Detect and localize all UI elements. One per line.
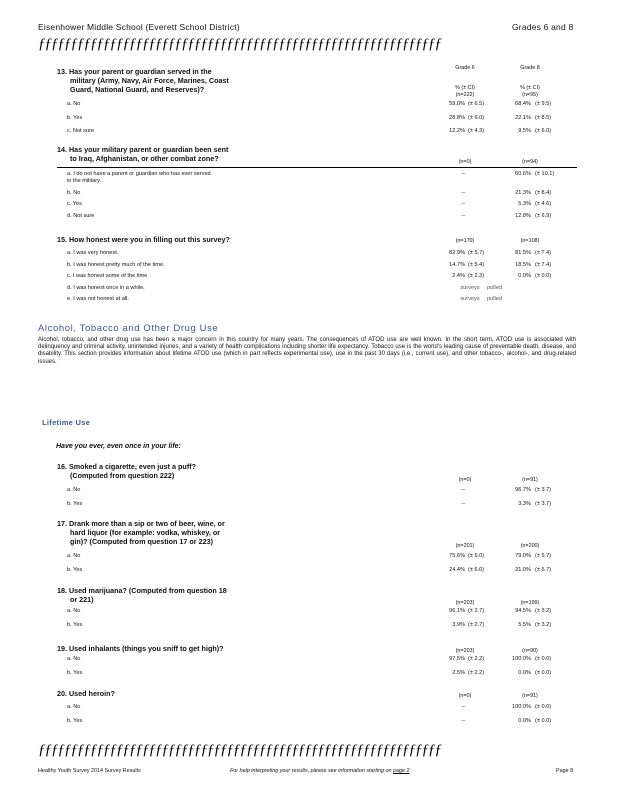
q14-value-grade6: -- [461, 212, 465, 219]
q13-ci-grade8: (± 8.5) [535, 114, 552, 121]
q17-title-line: hard liquor (for example: vodka, whiskey, or [70, 527, 221, 537]
q15-ci-grade8: (± 7.4) [535, 250, 552, 256]
q18-ci-grade6: (± 2.7) [468, 621, 485, 628]
q16-n-grade8: (n=91) [522, 477, 538, 483]
q13-title-line: Guard, National Guard, and Reserves)? [70, 84, 205, 94]
q20-ci-grade8: (± 0.0) [535, 704, 552, 710]
q15-ci-grade6: pulled [487, 284, 502, 291]
q13-value-grade8: 68.4% [515, 101, 531, 107]
q17-value-grade8: 21.0% [515, 566, 531, 573]
q15-value-grade6: surveys [460, 296, 480, 302]
q17-value-grade6: 24.4% [449, 566, 465, 573]
q14-value-grade8: 60.6% [515, 171, 531, 177]
q14-ci-grade8: (± 4.6) [535, 201, 552, 207]
q18-n-grade6: (n=203) [455, 600, 475, 606]
q18-option-label: a. No [67, 608, 81, 614]
q18-ci-grade8: (± 3.2) [535, 608, 552, 614]
q19-value-grade8: 100.0% [512, 656, 531, 662]
q20-n-grade6: (n=0) [458, 693, 472, 699]
q17-n-grade8: (n=200) [520, 543, 540, 549]
q15-option-label: d. I was honest once in a while. [67, 284, 145, 291]
footer-help-prefix: For help interpreting your results, please see information starting on [230, 768, 392, 774]
report-grades-label: Grades 6 and 8 [512, 22, 574, 32]
q14-value-grade6: -- [461, 171, 465, 177]
q17-option-label: a. No [67, 553, 81, 559]
q15-option-label: e. I was not honest at all. [67, 296, 129, 302]
q18-value-grade6: 96.1% [449, 608, 465, 614]
q16-ci-grade8: (± 3.7) [535, 500, 552, 507]
decorative-rule-bottom: ƒƒƒƒƒƒƒƒƒƒƒƒƒƒƒƒƒƒƒƒƒƒƒƒƒƒƒƒƒƒƒƒƒƒƒƒƒƒƒƒƒƒƒƒƒƒƒƒƒƒƒƒƒƒƒƒƒƒƒƒƒƒ [38, 742, 441, 758]
q17-option-label: b. Yes [67, 566, 83, 573]
q15-value-grade8: 0.0% [518, 273, 531, 279]
q19-ci-grade8: (± 0.0) [535, 656, 552, 662]
q18-value-grade8: 5.5% [518, 621, 531, 628]
q15-ci-grade6: (± 5.7) [468, 250, 485, 256]
q17-value-grade6: 75.6% [449, 553, 465, 559]
q16-n-grade6: (n=0) [458, 477, 472, 483]
q14-value-grade8: 12.8% [515, 212, 531, 219]
q20-option-label: a. No [67, 704, 81, 710]
q16-value-grade6: -- [461, 487, 465, 493]
q13-ci-grade6: (± 4.3) [468, 128, 485, 134]
q20-value-grade8: 100.0% [512, 704, 531, 710]
q14-option-label: d. Not sure [67, 212, 95, 219]
q13-ci-grade6: (± 6.0) [468, 114, 485, 121]
subsection-title: Lifetime Use [42, 418, 91, 427]
q14-n-grade8: (n=94) [522, 159, 538, 165]
q14-value-grade8: 21.3% [515, 189, 531, 196]
q18-title-line: 18. Used marijuana? (Computed from question 18 [57, 586, 227, 595]
q20-option-label: b. Yes [67, 717, 83, 724]
q15-ci-grade6: pulled [487, 296, 502, 302]
q14-title-line: 14. Has your military parent or guardian been sent [57, 145, 229, 154]
q15-value-grade6: 82.9% [449, 250, 465, 256]
q15-option-label: b. I was honest pretty much of the time. [67, 261, 165, 268]
column-header-grade8: Grade 8 [520, 65, 540, 71]
q16-value-grade8: 96.7% [515, 487, 531, 493]
q19-value-grade6: 97.5% [449, 656, 465, 662]
q17-n-grade6: (n=201) [455, 543, 475, 549]
q20-n-grade8: (n=91) [522, 693, 538, 699]
q14-title-line: to Iraq, Afghanistan, or other combat zone? [70, 153, 219, 163]
q13-ci-grade8: (± 9.5) [535, 101, 552, 107]
decorative-rule-top: ƒƒƒƒƒƒƒƒƒƒƒƒƒƒƒƒƒƒƒƒƒƒƒƒƒƒƒƒƒƒƒƒƒƒƒƒƒƒƒƒƒƒƒƒƒƒƒƒƒƒƒƒƒƒƒƒƒƒƒƒƒƒ [38, 36, 441, 52]
q18-ci-grade6: (± 2.7) [468, 608, 485, 614]
q13-title-line: military (Army, Navy, Air Force, Marines, Coast [70, 75, 229, 85]
report-school-title: Eisenhower Middle School (Everett School District) [38, 22, 240, 32]
q14-ci-grade8: (± 8.4) [535, 189, 552, 196]
q14-ci-grade8: (± 6.9) [535, 212, 552, 219]
section-intro: Alcohol, tobacco, and other drug use has been a major concern in this country for many years. The consequences of ATOD use are well known. In the short term, ATOD use is associated with delinquency and criminal activity, unintended injuries, and a variety of health complications including shorter life expectancy. Tobacco use is the world's leading cause of preventable death, disease, and disability. This section provides information about lifetime ATOD use (which in part reflects experimental use), use in the past 30 days (i.e., current use), and other tobacco-, alcohol-, and drug-related issues. [38, 337, 576, 365]
q18-value-grade6: 3.9% [452, 621, 465, 628]
q15-option-label: c. I was honest some of the time [67, 273, 148, 279]
q14-divider [57, 167, 577, 168]
q13-option-label: b. Yes [67, 114, 83, 121]
q15-value-grade8: 81.5% [515, 250, 531, 256]
q14-option-label: a. I do not have a parent or guardian who has ever served [67, 171, 211, 177]
q17-ci-grade6: (± 6.0) [468, 553, 485, 559]
q17-title-line: gin)? (Computed from question 17 or 223) [70, 536, 213, 546]
q14-option-label-cont: in the military. [67, 178, 102, 184]
q13-value-grade6: 59.0% [449, 101, 465, 107]
column-ci-grade6: % (± CI) [455, 85, 475, 91]
q15-value-grade6: 14.7% [449, 261, 465, 268]
q13-option-label: a. No [67, 101, 81, 107]
q17-ci-grade8: (± 5.7) [535, 566, 552, 573]
q20-value-grade6: -- [461, 704, 465, 710]
q16-title-line: 16. Smoked a cigarette, even just a puff? [57, 462, 197, 471]
q16-value-grade6: -- [461, 500, 465, 507]
footer-page-link[interactable]: page 2 [393, 768, 410, 774]
q13-value-grade6: 28.8% [449, 114, 465, 121]
q19-option-label: b. Yes [67, 669, 83, 676]
q14-ci-grade8: (± 10.1) [535, 171, 555, 177]
q18-title-line: or 221) [70, 594, 94, 604]
column-ci-grade8: % (± CI) [520, 85, 540, 91]
q19-title-line: 19. Used inhalants (things you sniff to get high)? [57, 644, 224, 653]
column-header-grade6: Grade 6 [455, 65, 475, 71]
q19-ci-grade6: (± 2.2) [468, 669, 485, 676]
q15-ci-grade8: (± 7.4) [535, 261, 552, 268]
q17-title-line: 17. Drank more than a sip or two of beer, wine, or [57, 519, 225, 528]
q20-title-line: 20. Used heroin? [57, 689, 115, 698]
q14-value-grade6: -- [461, 201, 465, 207]
q13-ci-grade6: (± 6.5) [468, 101, 485, 107]
footer-page-number: Page 8 [556, 768, 574, 774]
q14-option-label: c. Yes [67, 201, 82, 207]
q13-n-grade6: (n=222) [455, 92, 475, 98]
q20-ci-grade8: (± 0.0) [535, 717, 552, 724]
q13-ci-grade8: (± 6.0) [535, 128, 552, 134]
q13-option-label: c. Not sure [67, 128, 95, 134]
q14-value-grade6: -- [461, 189, 465, 196]
q19-ci-grade8: (± 0.0) [535, 669, 552, 676]
q17-value-grade8: 79.0% [515, 553, 531, 559]
footer-survey-name: Healthy Youth Survey 2014 Survey Results [38, 768, 141, 774]
q13-title-line: 13. Has your parent or guardian served in the [57, 67, 212, 76]
q16-title-line: (Computed from question 222) [70, 470, 175, 480]
q13-value-grade8: 22.1% [515, 114, 531, 121]
q15-n-grade8: (n=108) [520, 238, 540, 244]
q18-n-grade8: (n=199) [520, 600, 540, 606]
lead-question: Have you ever, even once in your life: [56, 443, 181, 450]
q18-ci-grade8: (± 3.2) [535, 621, 552, 628]
q14-option-label: b. No [67, 189, 81, 196]
q16-option-label: b. Yes [67, 500, 83, 507]
q15-ci-grade6: (± 5.4) [468, 261, 485, 268]
q15-value-grade6: 2.4% [452, 273, 465, 279]
q15-ci-grade8: (± 0.0) [535, 273, 552, 279]
q18-value-grade8: 94.5% [515, 608, 531, 614]
q19-ci-grade6: (± 2.2) [468, 656, 485, 662]
q18-option-label: b. Yes [67, 621, 83, 628]
q13-value-grade6: 12.2% [449, 128, 465, 134]
q14-n-grade6: (n=0) [458, 159, 472, 165]
section-title: Alcohol, Tobacco and Other Drug Use [38, 323, 219, 334]
q15-n-grade6: (n=170) [455, 238, 475, 244]
q20-value-grade6: -- [461, 717, 465, 724]
q16-value-grade8: 3.3% [518, 500, 531, 507]
q15-title-line: 15. How honest were you in filling out this survey? [57, 235, 230, 244]
q15-value-grade6: surveys [460, 284, 480, 291]
q16-ci-grade8: (± 3.7) [535, 487, 552, 493]
q15-value-grade8: 18.5% [515, 261, 531, 268]
q16-option-label: a. No [67, 487, 81, 493]
q14-value-grade8: 5.3% [518, 201, 531, 207]
q20-value-grade8: 0.0% [518, 717, 531, 724]
q17-ci-grade8: (± 5.7) [535, 553, 552, 559]
q19-value-grade6: 2.5% [452, 669, 465, 676]
q19-value-grade8: 0.0% [518, 669, 531, 676]
q19-n-grade8: (n=90) [522, 648, 538, 654]
q15-ci-grade6: (± 2.3) [468, 273, 485, 279]
q17-ci-grade6: (± 6.0) [468, 566, 485, 573]
q13-value-grade8: 9.5% [518, 128, 531, 134]
q13-n-grade8: (n=95) [522, 92, 538, 98]
q19-option-label: a. No [67, 656, 81, 662]
footer-help-text [230, 768, 410, 774]
q15-option-label: a. I was very honest. [67, 250, 119, 256]
q19-n-grade6: (n=203) [455, 648, 475, 654]
